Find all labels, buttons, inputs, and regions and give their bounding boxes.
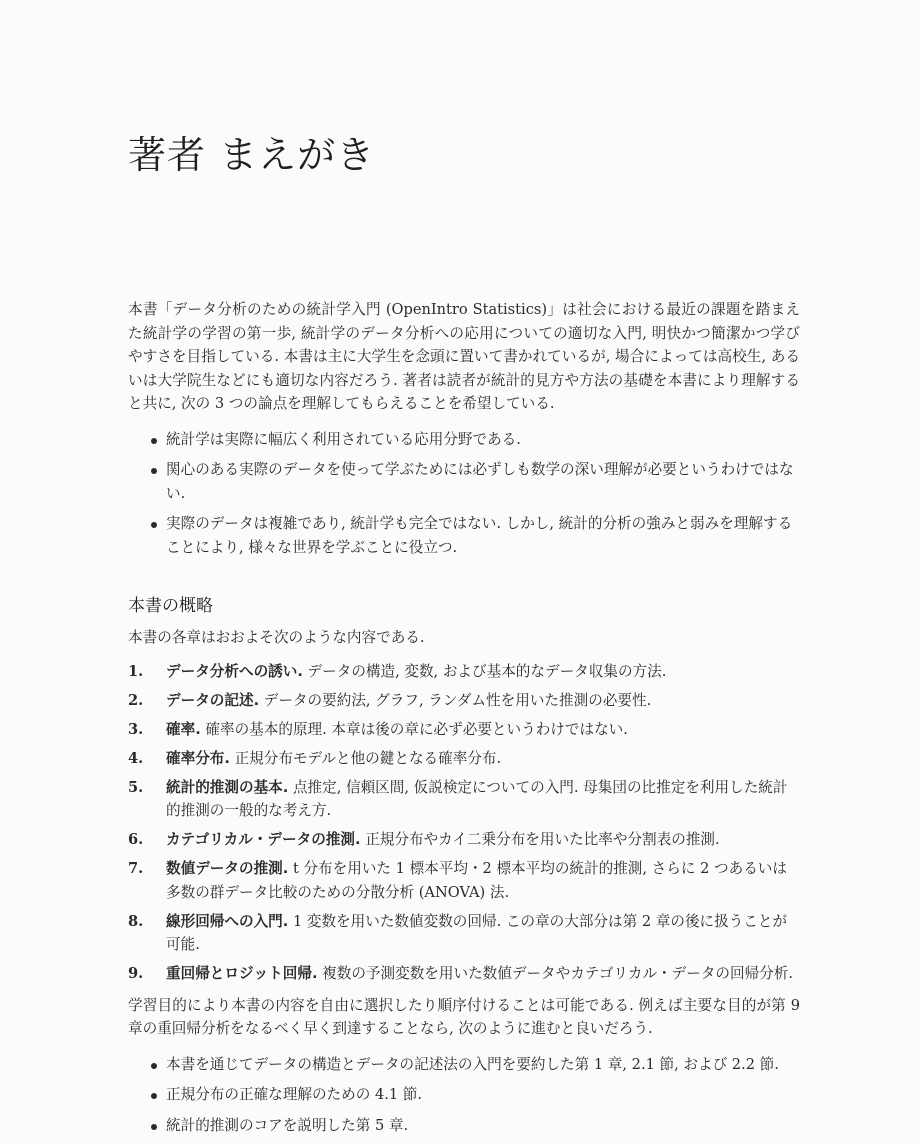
chapter-title-text: 統計的推測の基本. (166, 778, 289, 796)
goal-item: 統計学は実際に幅広く利用されている応用分野である. (128, 428, 800, 452)
chapter-number: 4. (128, 749, 144, 767)
goal-item: 実際のデータは複雑であり, 統計学も完全ではない. しかし, 統計的分析の強みと弱みを理解することにより, 様々な世界を学ぶことに役立つ. (128, 512, 800, 559)
chapter-item (128, 828, 800, 852)
chapter-description: t 分布を用いた 1 標本平均・2 標本平均の統計的推測, さらに 2 つあるいは多数の群データ比較のための分散分析 (ANOVA) 法. (166, 860, 787, 901)
chapter-item (128, 689, 800, 713)
chapter-number: 5. (128, 778, 144, 796)
chapter-item (128, 910, 800, 957)
chapter-description: 点推定, 信頼区間, 仮説検定についての入門. 母集団の比推定を利用した統計的推測の一般的な考え方. (166, 778, 788, 819)
chapter-item (128, 660, 800, 684)
goal-item: 関心のある実際のデータを使って学ぶためには必ずしも数学の深い理解が必要というわけではない. (128, 458, 800, 505)
section-heading-overview: 本書の概略 (128, 596, 213, 616)
chapter-item (128, 857, 800, 904)
chapter-title-text: データの記述. (166, 691, 260, 709)
overview-lead: 本書の各章はおおよそ次のような内容である. (128, 629, 425, 646)
chapter-number: 9. (128, 965, 144, 982)
chapter-title: 著者 まえがき (128, 133, 376, 177)
closing-paragraph: 学習目的により本書の内容を自由に選択したり順序付けることは可能である. 例えば主要な目的が第 9 章の重回帰分析をなるべく早く到達することなら, 次のように進むと良いだろう. (128, 996, 800, 1037)
chapter-title-text: 確率. (166, 720, 201, 738)
reading-path-list (128, 1053, 800, 1138)
chapter-title-text: 数値データの推測. (166, 860, 289, 877)
chapter-item (128, 962, 800, 986)
chapter-title-text: カテゴリカル・データの推測. (166, 831, 361, 848)
chapter-number: 8. (128, 912, 144, 930)
chapter-item (128, 718, 800, 742)
reading-path-item: 統計的推測のコアを説明した第 5 章. (128, 1114, 800, 1138)
intro-paragraph: 本書「データ分析のための統計学入門 (OpenIntro Statistics)」は社会における最近の課題を踏まえた統計学の学習の第一歩, 統計学のデータ分析への応用についての適切な入門, 明快かつ簡潔かつ学びやすさを目指している. 本書は主に大学生を念頭に置いて書かれているが, 場合によっては高校生, あるいは大学院生などにも適切な内容だろう. 著者は読者が統計的見方や方法の基礎を本書により理解すると共に, 次の 3 つの論点を理解してもらえることを希望している. (128, 301, 800, 412)
chapter-description: 正規分布モデルと他の鍵となる確率分布. (234, 749, 502, 767)
chapter-description: 複数の予測変数を用いた数値データやカテゴリカル・データの回帰分析. (322, 965, 794, 982)
chapter-list (128, 660, 800, 986)
chapter-number: 2. (128, 691, 144, 709)
chapter-description: 正規分布やカイ二乗分布を用いた比率や分割表の推測. (365, 831, 720, 848)
chapter-title-text: 確率分布. (166, 749, 230, 767)
chapter-title-text: 重回帰とロジット回帰. (166, 965, 318, 982)
chapter-title-text: 線形回帰への入門. (166, 912, 289, 930)
chapter-number: 7. (128, 860, 144, 877)
chapter-number: 1. (128, 662, 144, 680)
chapter-description: 確率の基本的原理. 本章は後の章に必ず必要というわけではない. (205, 720, 628, 738)
chapter-number: 6. (128, 831, 144, 848)
chapter-description: 1 変数を用いた数値変数の回帰. この章の大部分は第 2 章の後に扱うことが可能. (166, 912, 788, 953)
chapter-item (128, 776, 800, 823)
goals-list (128, 428, 800, 560)
chapter-title-text: データ分析への誘い. (166, 662, 303, 680)
chapter-description: データの構造, 変数, および基本的なデータ収集の方法. (307, 662, 667, 680)
chapter-item (128, 747, 800, 771)
reading-path-item: 正規分布の正確な理解のための 4.1 節. (128, 1083, 800, 1107)
page-body (128, 298, 800, 1144)
reading-path-item: 本書を通じてデータの構造とデータの記述法の入門を要約した第 1 章, 2.1 節, および 2.2 節. (128, 1053, 800, 1077)
chapter-number: 3. (128, 720, 144, 738)
chapter-description: データの要約法, グラフ, ランダム性を用いた推測の必要性. (263, 691, 652, 709)
